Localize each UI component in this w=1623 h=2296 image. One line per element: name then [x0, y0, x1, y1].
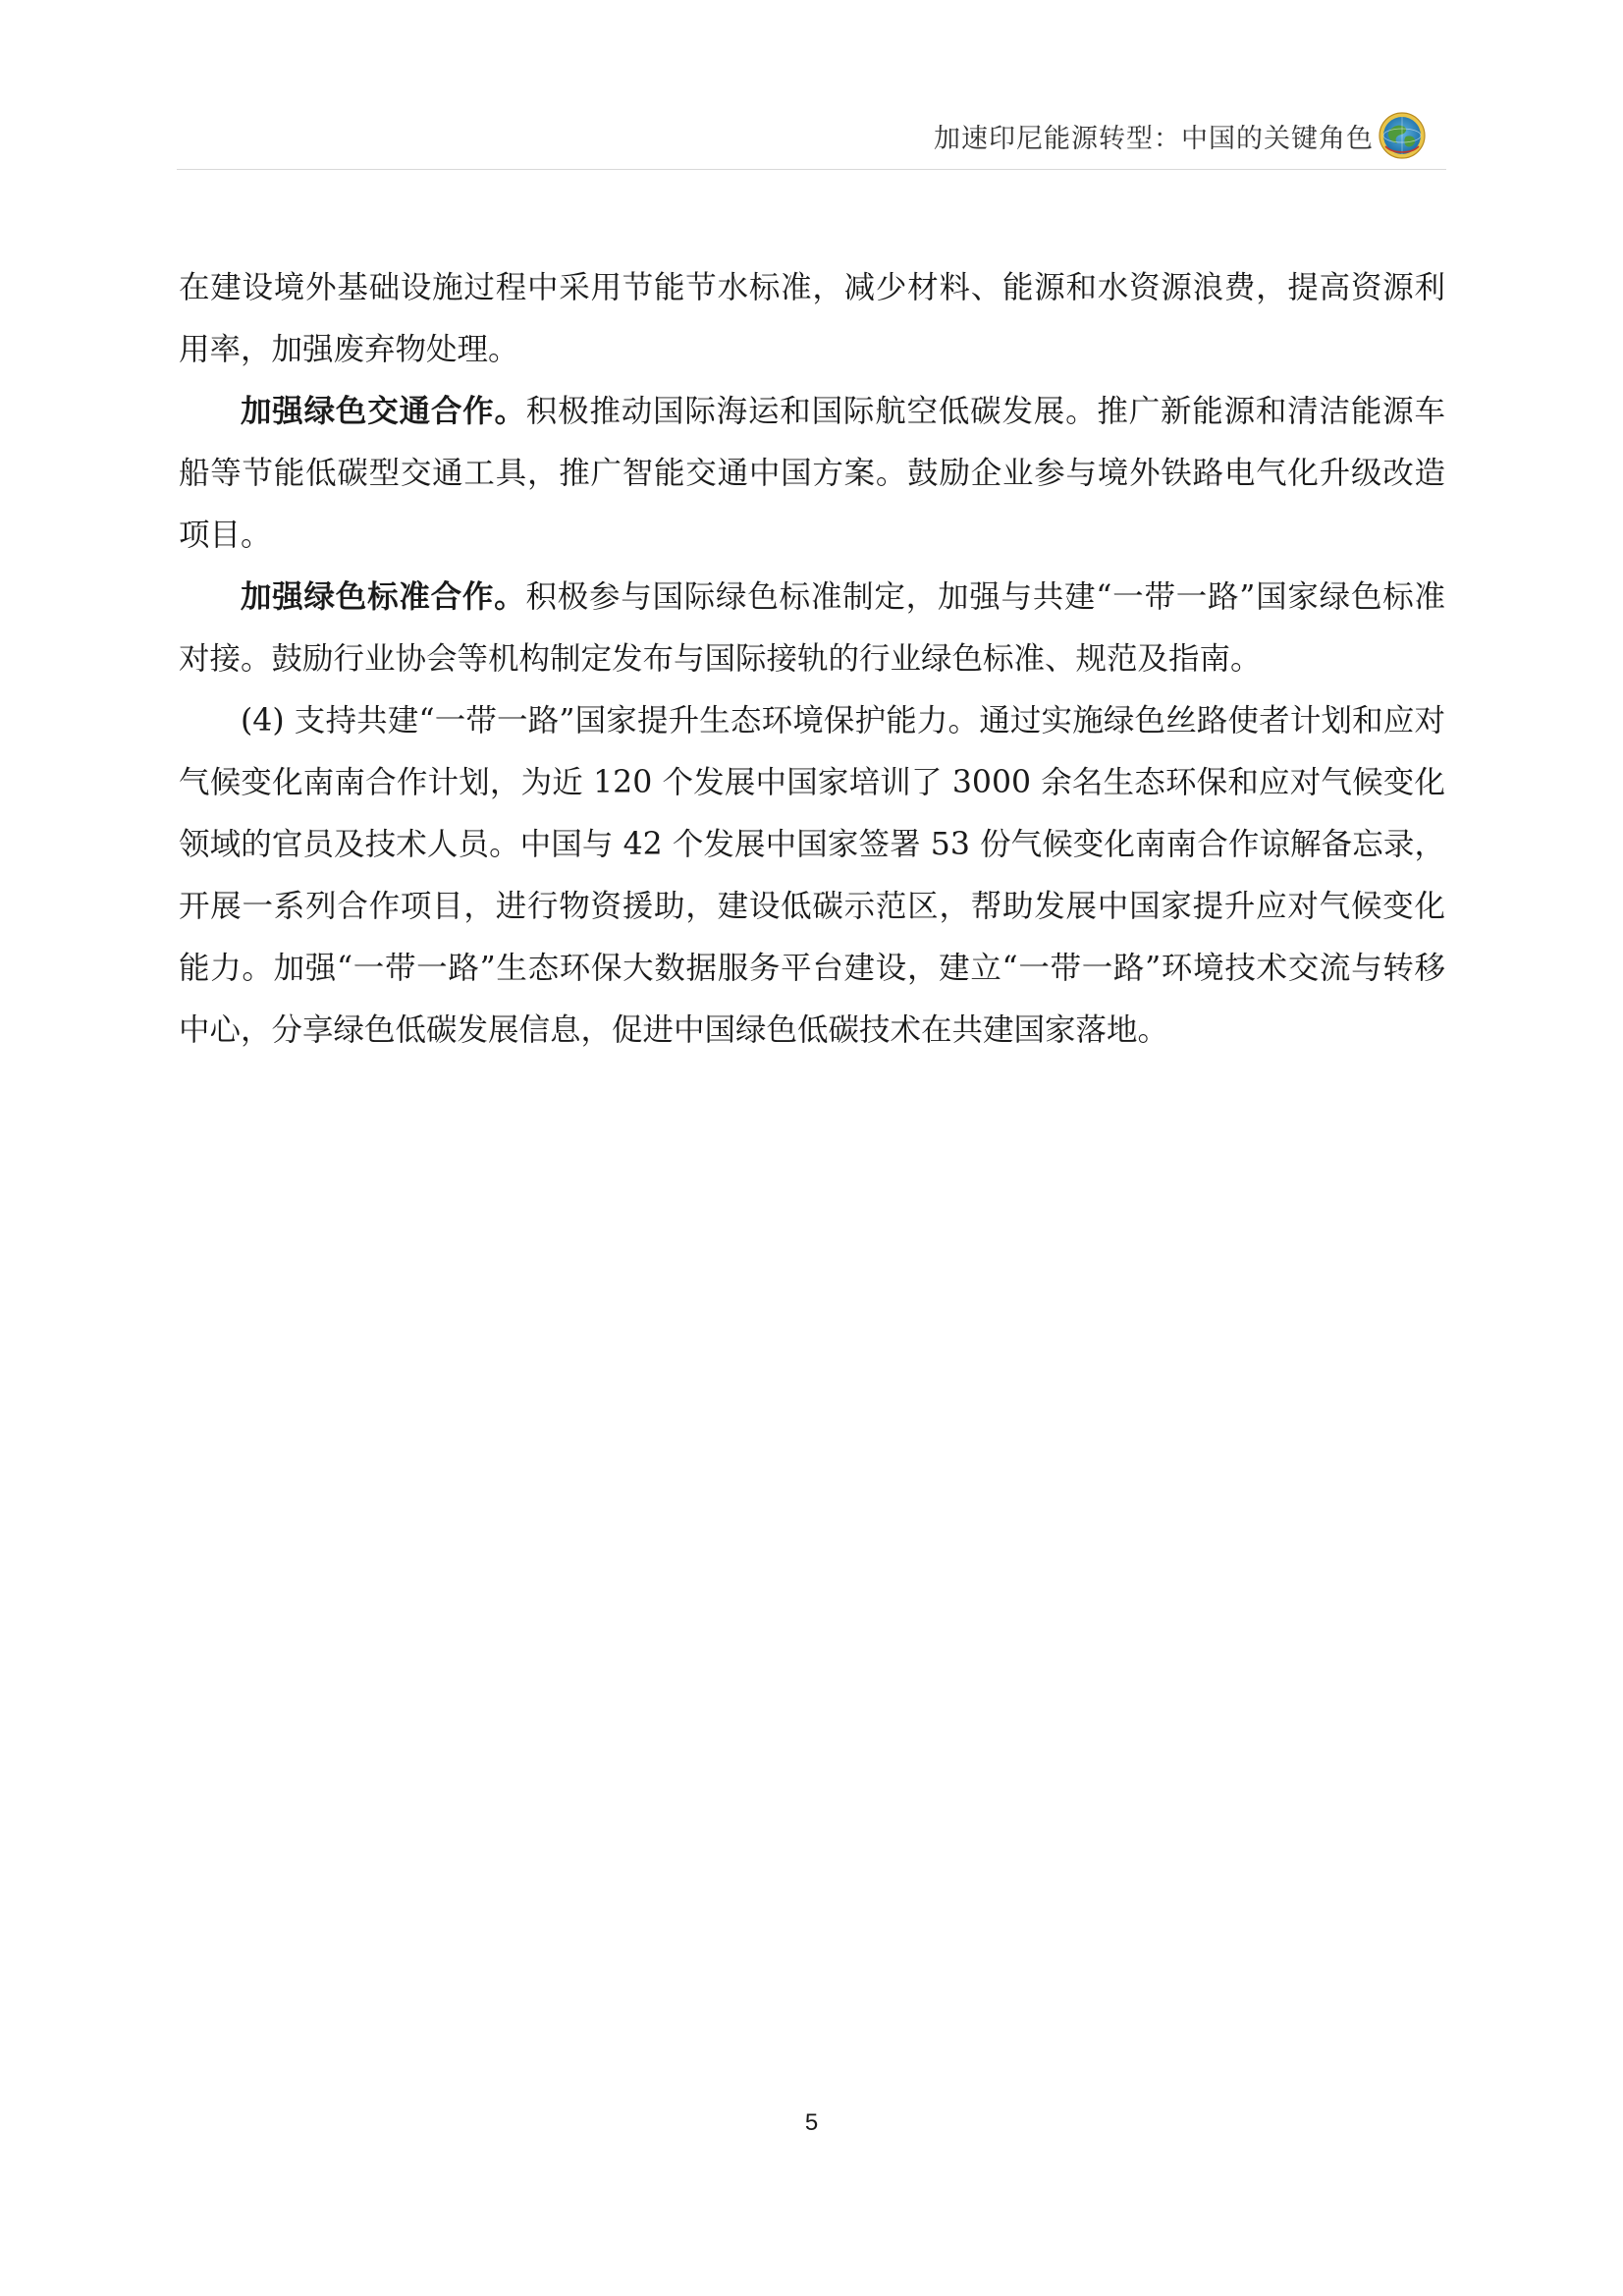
page-number: 5 — [804, 2109, 819, 2136]
paragraph-eco-capacity — [179, 690, 1445, 1062]
globe-emblem-icon — [1378, 111, 1427, 160]
header-divider — [177, 169, 1446, 170]
paragraph-green-transport — [179, 381, 1445, 567]
page-header — [934, 108, 1427, 163]
paragraph-lead: 加强绿色标准合作。 — [241, 579, 526, 615]
header-title: 加速印尼能源转型：中国的关键角色 — [934, 123, 1374, 154]
paragraph-infrastructure — [179, 257, 1445, 381]
paragraph-green-standards — [179, 567, 1445, 690]
document-body — [179, 257, 1445, 1062]
paragraph-text: 积极参与国际绿色标准制定，加强与共建“一带一路”国家绿色标准对接。鼓励行业协会等机构制定发布与国际接轨的行业绿色标准、规范及指南。 — [179, 579, 1445, 677]
paragraph-text: (4) 支持共建“一带一路”国家提升生态环境保护能力。通过实施绿色丝路使者计划和应对气候变化南南合作计划，为近 120 个发展中国家培训了 3000 余名生态环保和应对气候变化领域的官员及技术人员。中国与 42 个发展中国家签署 53 份气候变化南南合作谅解备忘录，开展一系列合作项目，进行物资援助，建设低碳示范区，帮助发展中国家提升应对气候变化能力。加强“一带一路”生态环保大数据服务平台建设，建立“一带一路”环境技术交流与转移中心，分享绿色低碳发展信息，促进中国绿色低碳技术在共建国家落地。 — [179, 703, 1445, 1048]
paragraph-text: 积极推动国际海运和国际航空低碳发展。推广新能源和清洁能源车船等节能低碳型交通工具，推广智能交通中国方案。鼓励企业参与境外铁路电气化升级改造项目。 — [179, 394, 1445, 553]
paragraph-text: 在建设境外基础设施过程中采用节能节水标准，减少材料、能源和水资源浪费，提高资源利用率，加强废弃物处理。 — [179, 270, 1445, 367]
paragraph-lead: 加强绿色交通合作。 — [241, 394, 526, 429]
